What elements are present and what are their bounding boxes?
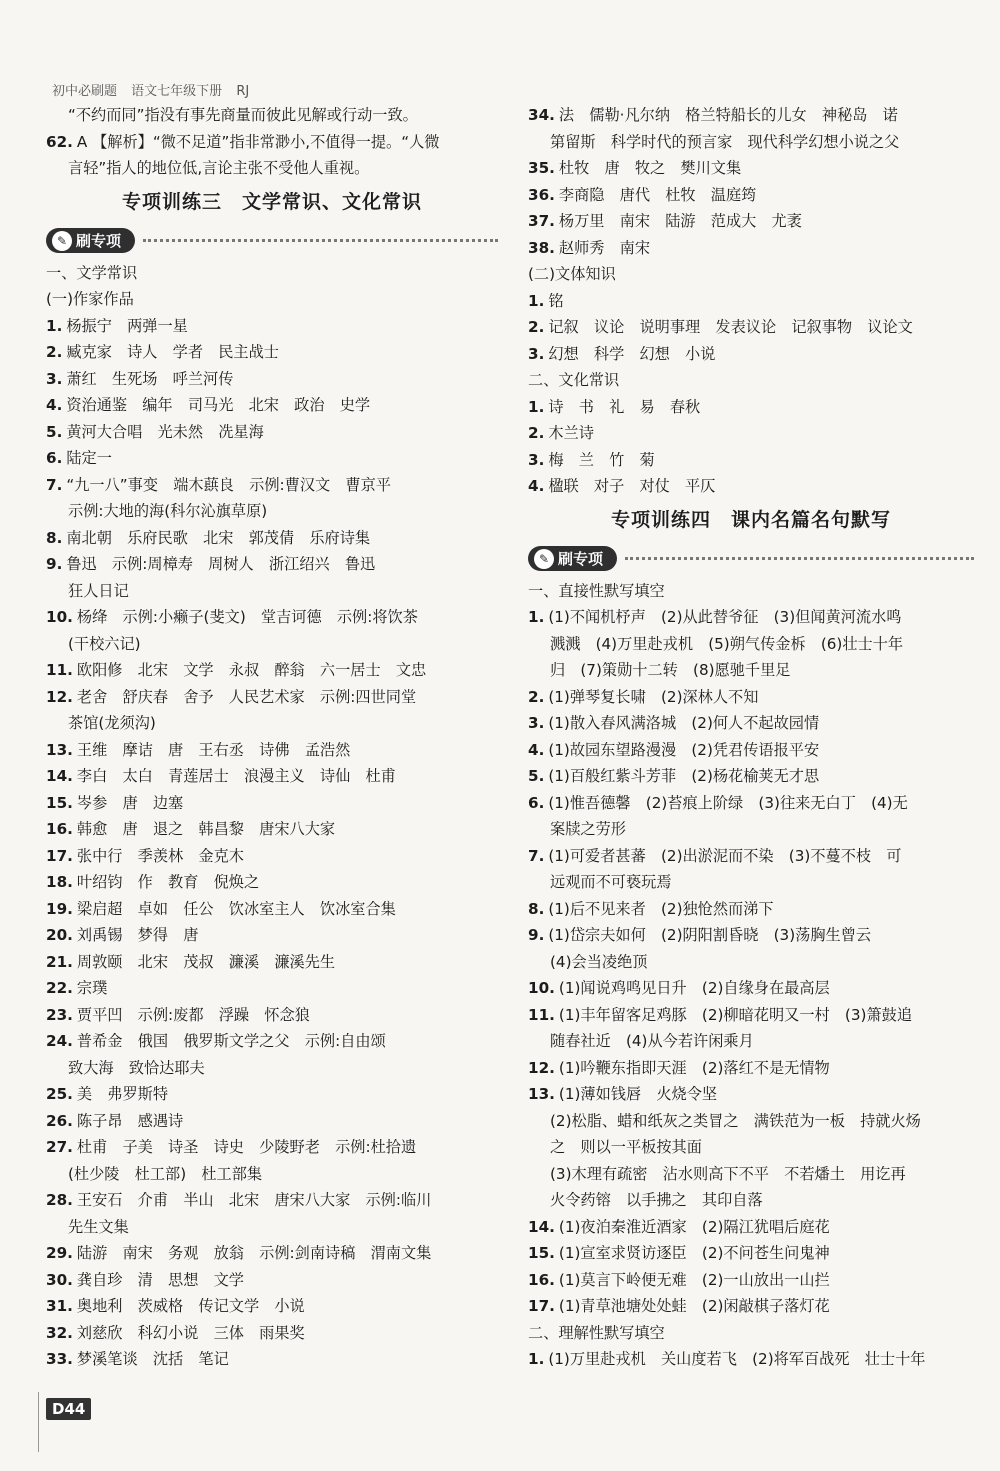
answer-text: 梅 兰 竹 菊	[548, 450, 655, 469]
answer-text: A 【解析】“微不足道”指非常渺小,不值得一提。“人微	[76, 132, 440, 151]
answer-text: (一)作家作品	[46, 290, 134, 308]
dotted-divider	[625, 557, 974, 560]
answer-line	[46, 1187, 498, 1214]
answer-text: 楹联 对子 对仗 平仄	[548, 477, 716, 495]
answer-line	[528, 1320, 974, 1347]
answer-line	[46, 1293, 498, 1320]
answer-line	[46, 525, 498, 552]
item-number: 62.	[46, 132, 73, 151]
section4-title: 专项训练四 课内名篇名句默写	[610, 508, 891, 531]
answer-text: 李商隐 唐代 杜牧 温庭筠	[558, 185, 757, 204]
answer-line	[46, 737, 498, 764]
answer-text: 陆游 南宋 务观 放翁 示例:剑南诗稿 渭南文集	[76, 1244, 432, 1262]
item-number: 18.	[46, 873, 73, 891]
item-number: 2.	[46, 343, 63, 361]
item-number: 12.	[528, 1058, 555, 1077]
item-number: 5.	[46, 422, 63, 441]
answer-line	[528, 1161, 974, 1188]
answer-text: 刘慈欣 科幻小说 三体 雨果奖	[76, 1323, 305, 1342]
answer-line	[528, 447, 974, 474]
item-number: 1.	[46, 316, 63, 335]
item-number: 3.	[46, 369, 63, 388]
corner-mark	[38, 1392, 43, 1452]
answer-text: 杨万里 南宋 陆游 范成大 尤袤	[558, 212, 802, 230]
answer-text: 韩愈 唐 退之 韩昌黎 唐宋八大家	[76, 820, 336, 838]
item-number: 6.	[528, 793, 545, 812]
answer-line	[528, 208, 974, 235]
answer-text: 南北朝 乐府民歌 北宋 郭茂倩 乐府诗集	[66, 528, 371, 547]
section3-right-list	[528, 102, 974, 500]
answer-text: 李白 太白 青莲居士 浪漫主义 诗仙 杜甫	[76, 767, 396, 785]
answer-text: 二、理解性默写填空	[528, 1323, 665, 1342]
item-number: 7.	[46, 475, 63, 494]
section3-badge-row	[46, 224, 498, 258]
answer-line	[46, 710, 498, 737]
item-number: 20.	[46, 926, 73, 944]
answer-text: (2)松脂、蜡和纸灰之类冒之 满铁范为一板 持就火炀	[550, 1111, 921, 1130]
item-number: 15.	[46, 793, 73, 812]
answer-text: 叶绍钧 作 教育 倪焕之	[76, 873, 260, 891]
item-number: 21.	[46, 952, 73, 971]
answer-text: 第留斯 科学时代的预言家 现代科学幻想小说之父	[550, 132, 900, 151]
item-number: 16.	[528, 1270, 555, 1289]
answer-text: (1)丰年留客足鸡豚 (2)柳暗花明又一村 (3)箫鼓追	[558, 1005, 913, 1024]
answer-line	[46, 102, 498, 129]
answer-line	[528, 631, 974, 658]
item-number: 26.	[46, 1111, 73, 1130]
answer-line	[46, 1320, 498, 1347]
answer-line	[46, 684, 498, 711]
answer-text: 致大海 致恰达耶夫	[68, 1058, 205, 1077]
item-number: 23.	[46, 1005, 73, 1024]
answer-line	[46, 790, 498, 817]
answer-line	[528, 261, 974, 288]
answer-text: (4)会当凌绝顶	[550, 952, 648, 971]
answer-line	[46, 1002, 498, 1029]
item-number: 36.	[528, 185, 555, 204]
answer-text: (1)散入春风满洛城 (2)何人不起故园情	[548, 714, 820, 732]
answer-text: 诗 书 礼 易 春秋	[548, 397, 701, 416]
answer-text: (1)惟吾德馨 (2)苔痕上阶绿 (3)往来无白丁 (4)无	[548, 793, 908, 812]
answer-line	[528, 341, 974, 368]
answer-line	[528, 1346, 974, 1373]
answer-text: 黄河大合唱 光未然 冼星海	[66, 422, 264, 441]
answer-line	[528, 922, 974, 949]
answer-text: 臧克家 诗人 学者 民主战士	[66, 343, 279, 361]
answer-line	[528, 288, 974, 315]
answer-line	[528, 314, 974, 341]
answer-text: 溅溅 (4)万里赴戎机 (5)朔气传金柝 (6)壮士十年	[550, 634, 904, 653]
answer-line	[528, 869, 974, 896]
answer-line	[46, 631, 498, 658]
answer-text: 陈子昂 感遇诗	[76, 1111, 184, 1130]
answer-line	[46, 445, 498, 472]
answer-line	[46, 578, 498, 605]
answer-line	[46, 1214, 498, 1241]
answer-line	[528, 1002, 974, 1029]
item-number: 12.	[46, 687, 73, 706]
answer-line	[528, 1293, 974, 1320]
answer-text: 普希金 俄国 俄罗斯文学之父 示例:自由颂	[76, 1032, 386, 1050]
answer-line	[46, 498, 498, 525]
item-number: 17.	[46, 846, 73, 865]
answer-line	[46, 975, 498, 1002]
answer-line	[528, 816, 974, 843]
answer-line	[528, 182, 974, 209]
item-number: 11.	[46, 661, 73, 679]
answer-text: (1)后不见来者 (2)独怆然而涕下	[548, 899, 774, 918]
item-number: 4.	[528, 740, 545, 759]
answer-text: 铭	[548, 291, 564, 310]
answer-line	[46, 1240, 498, 1267]
answer-line	[46, 129, 498, 156]
answer-line	[528, 155, 974, 182]
section4-badge	[528, 546, 617, 571]
edition-mark: RJ	[236, 84, 250, 99]
item-number: 38.	[528, 238, 555, 257]
answer-line	[528, 710, 974, 737]
section3-badge	[46, 228, 135, 253]
item-number: 4.	[528, 477, 545, 495]
answer-text: 幻想 科学 幻想 小说	[548, 344, 716, 363]
item-number: 3.	[528, 714, 545, 732]
item-number: 19.	[46, 899, 73, 918]
answer-text: (二)文体知识	[528, 265, 616, 283]
item-number: 10.	[46, 608, 73, 626]
answer-line	[528, 1214, 974, 1241]
answer-line	[46, 260, 498, 287]
item-number: 2.	[528, 687, 545, 706]
answer-line	[46, 763, 498, 790]
answer-text: 赵师秀 南宋	[558, 238, 651, 257]
answer-text: (1)百般红紫斗芳菲 (2)杨花榆荚无才思	[548, 767, 820, 785]
item-number: 3.	[528, 450, 545, 469]
answer-line	[528, 1028, 974, 1055]
answer-text: 随春社近 (4)从今若许闲乘月	[550, 1032, 754, 1050]
answer-text: (1)不闻机杼声 (2)从此替爷征 (3)但闻黄河流水鸣	[548, 608, 902, 626]
item-number: 30.	[46, 1270, 73, 1289]
answer-line	[46, 922, 498, 949]
answer-text: 一、直接性默写填空	[528, 581, 665, 600]
answer-text: (3)木理有疏密 沾水则高下不平 不若燔土 用讫再	[550, 1164, 906, 1183]
left-column	[46, 102, 498, 1373]
answer-text: 一、文学常识	[46, 263, 138, 282]
item-number: 33.	[46, 1350, 73, 1368]
answer-text: 欧阳修 北宋 文学 永叔 醉翁 六一居士 文忠	[76, 661, 427, 679]
answer-text: 茶馆(龙须沟)	[68, 714, 156, 732]
item-number: 35.	[528, 159, 555, 177]
answer-text: (1)可爱者甚蕃 (2)出淤泥而不染 (3)不蔓不枝 可	[548, 846, 902, 865]
item-number: 14.	[528, 1217, 555, 1236]
item-number: 8.	[46, 528, 63, 547]
item-number: 13.	[528, 1085, 555, 1103]
item-number: 5.	[528, 767, 545, 785]
answer-line	[46, 949, 498, 976]
item-number: 9.	[528, 926, 545, 944]
answer-line	[46, 339, 498, 366]
item-number: 1.	[528, 291, 545, 310]
item-number: 37.	[528, 212, 555, 230]
section3-title: 专项训练三 文学常识、文化常识	[121, 190, 422, 213]
answer-line	[46, 366, 498, 393]
answer-text: 之 则以一平板按其面	[550, 1138, 702, 1156]
item-number: 9.	[46, 555, 63, 573]
answer-text: 狂人日记	[68, 581, 129, 600]
answer-line	[46, 657, 498, 684]
item-number: 2.	[528, 424, 545, 442]
answer-text: 美 弗罗斯特	[76, 1085, 169, 1103]
answer-line	[528, 578, 974, 605]
answer-line	[528, 1240, 974, 1267]
item-number: 6.	[46, 449, 63, 467]
answer-text: 陆定一	[66, 449, 112, 467]
answer-line	[46, 1161, 498, 1188]
answer-line	[528, 763, 974, 790]
answer-line	[528, 1267, 974, 1294]
answer-text: (1)吟鞭东指即天涯 (2)落红不是无情物	[558, 1058, 830, 1077]
item-number: 4.	[46, 396, 63, 414]
answer-line	[46, 896, 498, 923]
item-number: 27.	[46, 1138, 73, 1156]
item-number: 28.	[46, 1191, 73, 1209]
answer-text: (干校六记)	[68, 634, 141, 653]
item-number: 17.	[528, 1297, 555, 1315]
item-number: 34.	[528, 106, 555, 124]
answer-line	[528, 737, 974, 764]
answer-text: 梁启超 卓如 任公 饮冰室主人 饮冰室合集	[76, 899, 396, 918]
item-number: 32.	[46, 1323, 73, 1342]
item-number: 25.	[46, 1085, 73, 1103]
section3-badge-label: 刷专项	[76, 232, 122, 250]
item-number: 14.	[46, 767, 73, 785]
item-number: 29.	[46, 1244, 73, 1262]
answer-line	[46, 843, 498, 870]
answer-line	[528, 473, 974, 500]
answer-line	[528, 843, 974, 870]
item-number: 16.	[46, 820, 73, 838]
dotted-divider	[143, 239, 498, 242]
answer-text: “九一八”事变 端木蕻良 示例:曹汉文 曹京平	[66, 475, 391, 494]
item-number: 13.	[46, 740, 73, 759]
answer-text: 二、文化常识	[528, 371, 620, 389]
item-number: 1.	[528, 397, 545, 416]
answer-text: (1)故园东望路漫漫 (2)凭君传语报平安	[548, 740, 820, 759]
answer-line	[528, 896, 974, 923]
answer-text: 奥地利 茨威格 传记文学 小说	[76, 1297, 305, 1315]
answer-text: 杜牧 唐 牧之 樊川文集	[558, 159, 742, 177]
answer-line	[46, 286, 498, 313]
answer-line	[46, 551, 498, 578]
answer-text: 资治通鉴 编年 司马光 北宋 政治 史学	[66, 396, 371, 414]
answer-line	[528, 420, 974, 447]
answer-line	[46, 1055, 498, 1082]
answer-text: 杨振宁 两弹一星	[66, 316, 188, 335]
item-number: 24.	[46, 1032, 73, 1050]
section4-badge-label: 刷专项	[558, 550, 604, 568]
answer-text: 周敦颐 北宋 茂叔 濂溪 濂溪先生	[76, 952, 336, 971]
answer-line	[528, 975, 974, 1002]
answer-line	[528, 1081, 974, 1108]
answer-text: 鲁迅 示例:周樟寿 周树人 浙江绍兴 鲁迅	[66, 555, 376, 573]
answer-line	[528, 949, 974, 976]
item-number: 10.	[528, 979, 555, 997]
answer-line	[46, 392, 498, 419]
item-number: 31.	[46, 1297, 73, 1315]
answer-text: 言轻”指人的地位低,言论主张不受他人重视。	[68, 159, 370, 177]
answer-line	[46, 1028, 498, 1055]
right-column	[528, 102, 974, 1373]
answer-text: 木兰诗	[548, 424, 594, 442]
section4-list	[528, 578, 974, 1373]
running-header	[52, 80, 259, 99]
answer-text: 先生文集	[68, 1217, 129, 1236]
answer-text: 岑参 唐 边塞	[76, 793, 184, 812]
answer-text: 记叙 议论 说明事理 发表议论 记叙事物 议论文	[548, 318, 913, 336]
answer-text: 案牍之劳形	[550, 820, 626, 838]
answer-text: 贾平凹 示例:废都 浮躁 怀念狼	[76, 1005, 310, 1024]
answer-line	[528, 1187, 974, 1214]
answer-text: 梦溪笔谈 沈括 笔记	[76, 1350, 229, 1368]
answer-text: (杜少陵 杜工部) 杜工部集	[68, 1164, 263, 1183]
answer-text: 龚自珍 清 思想 文学	[76, 1270, 244, 1289]
prev-answers	[46, 102, 498, 182]
answer-text: 杜甫 子美 诗圣 诗史 少陵野老 示例:杜拾遗	[76, 1138, 417, 1156]
answer-line	[528, 394, 974, 421]
item-number: 22.	[46, 979, 73, 997]
answer-line	[528, 790, 974, 817]
answer-text: 远观而不可亵玩焉	[550, 873, 672, 891]
pencil-icon: ✎	[52, 231, 72, 251]
answer-line	[46, 1134, 498, 1161]
answer-text: 归 (7)策勋十二转 (8)愿驰千里足	[550, 661, 791, 679]
answer-text: 法 儒勒·凡尔纳 格兰特船长的儿女 神秘岛 诺	[558, 106, 898, 124]
answer-text: 张中行 季羡林 金克木	[76, 846, 244, 865]
answer-text: 刘禹锡 梦得 唐	[76, 926, 199, 944]
answer-line	[528, 1134, 974, 1161]
answer-line	[46, 472, 498, 499]
answer-text: (1)弹琴复长啸 (2)深林人不知	[548, 687, 759, 706]
item-number: 11.	[528, 1005, 555, 1024]
answer-line	[528, 657, 974, 684]
item-number: 2.	[528, 318, 545, 336]
answer-text: 老舍 舒庆春 舍予 人民艺术家 示例:四世同堂	[76, 687, 417, 706]
answer-text: 宗璞	[76, 979, 108, 997]
answer-text: (1)莫言下岭便无难 (2)一山放出一山拦	[558, 1270, 830, 1289]
answer-line	[46, 1108, 498, 1135]
answer-text: (1)薄如钱唇 火烧令坚	[558, 1085, 718, 1103]
section4-badge-row	[528, 542, 974, 576]
answer-text: “不约而同”指没有事先商量而彼此见解或行动一致。	[68, 106, 418, 124]
answer-text: 杨绛 示例:小癞子(斐文) 堂吉诃德 示例:将饮茶	[76, 608, 418, 626]
item-number: 3.	[528, 344, 545, 363]
answer-line	[46, 1267, 498, 1294]
answer-text: 王维 摩诘 唐 王右丞 诗佛 孟浩然	[76, 740, 351, 759]
section3-left-list	[46, 260, 498, 1373]
item-number: 15.	[528, 1244, 555, 1262]
answer-text: 示例:大地的海(科尔沁旗草原)	[68, 502, 268, 520]
answer-line	[528, 1055, 974, 1082]
answer-text: 萧红 生死场 呼兰河传	[66, 369, 234, 388]
answer-text: (1)岱宗夫如何 (2)阴阳割昏晓 (3)荡胸生曾云	[548, 926, 872, 944]
pencil-icon: ✎	[534, 549, 554, 569]
answer-line	[46, 1346, 498, 1373]
book-name: 初中必刷题	[52, 84, 118, 99]
answer-line	[46, 1081, 498, 1108]
answer-line	[528, 367, 974, 394]
answer-text: (1)青草池塘处处蛙 (2)闲敲棋子落灯花	[558, 1297, 830, 1315]
item-number: 1.	[528, 608, 545, 626]
page-number: D44	[46, 1398, 91, 1420]
answer-line	[46, 313, 498, 340]
answer-text: (1)夜泊秦淮近酒家 (2)隔江犹唱后庭花	[558, 1217, 830, 1236]
answer-line	[528, 684, 974, 711]
answer-text: (1)万里赴戎机 关山度若飞 (2)将军百战死 壮士十年	[548, 1350, 926, 1368]
answer-line	[528, 604, 974, 631]
answer-line	[528, 235, 974, 262]
answer-line	[46, 869, 498, 896]
item-number: 1.	[528, 1350, 545, 1368]
answer-text: (1)宣室求贤访逐臣 (2)不问苍生问鬼神	[558, 1244, 830, 1262]
answer-line	[528, 1108, 974, 1135]
answer-line	[46, 419, 498, 446]
answer-line	[528, 102, 974, 129]
item-number: 7.	[528, 846, 545, 865]
item-number: 8.	[528, 899, 545, 918]
answer-text: 火令药镕 以手拂之 其印自落	[550, 1191, 763, 1209]
answer-line	[528, 129, 974, 156]
answer-text: (1)闻说鸡鸣见日升 (2)自缘身在最高层	[558, 979, 830, 997]
answer-line	[46, 155, 498, 182]
subject-name: 语文七年级下册	[131, 84, 223, 99]
answer-text: 王安石 介甫 半山 北宋 唐宋八大家 示例:临川	[76, 1191, 432, 1209]
answer-line	[46, 816, 498, 843]
answer-line	[46, 604, 498, 631]
